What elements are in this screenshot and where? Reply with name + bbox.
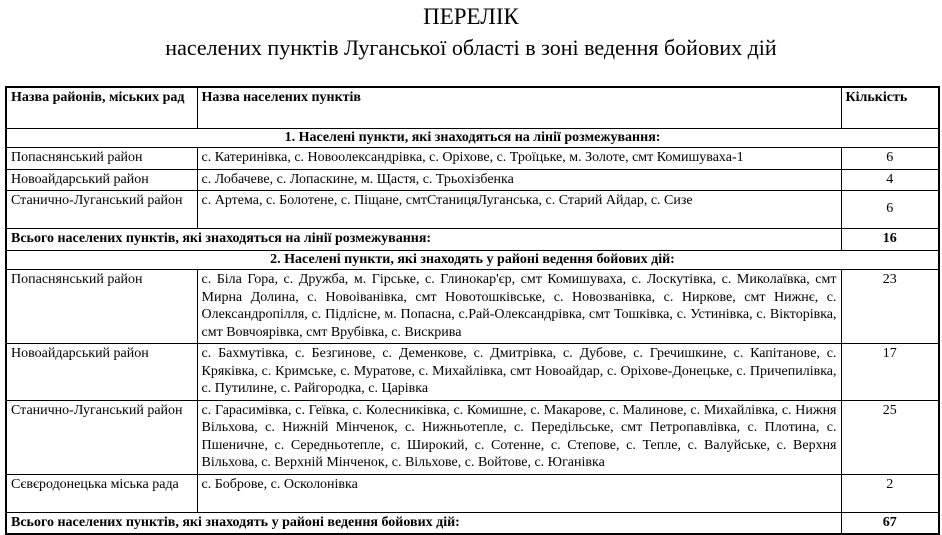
settlements-list: с. Артема, с. Болотене, с. Піщане, смтСтаницяЛуганська, с. Старий Айдар, с. Сизе (197, 191, 841, 229)
district-name: Станично-Луганський район (6, 191, 197, 229)
section-2-heading: 2. Населені пункти, які знаходять у районі ведення бойових дій: (6, 250, 939, 270)
settlements-list: с. Боброве, с. Осколонівка (197, 474, 841, 512)
table-row (6, 270, 939, 344)
district-name: Сєвєродонецька міська рада (6, 474, 197, 512)
district-name: Попаснянський район (6, 270, 197, 344)
settlements-list: с. Гарасимівка, с. Геївка, с. Колесниківка, с. Комишне, с. Макарове, с. Малинове, с. Михайлівка, с. Нижня Вільхова, с. Нижній Мінченок, с. Нижньотепле, с. Передільське, смт Петропавлівка, с. Плотина, с. Пшеничне, с. Середньотепле, с. Широкий, с. Сотенне, с. Степове, с. Тепле, с. Валуйське, с. Верхня Вільхова, с. Верхній Мінченок, с. Вільхове, с. Войтове, с. Юганівка (197, 400, 841, 474)
section-1-heading-row (6, 128, 939, 148)
section-2-total-count: 67 (841, 512, 939, 534)
section-2-total-label: Всього населених пунктів, які знаходять у районі ведення бойових дій: (6, 512, 841, 534)
column-header-districts: Назва районів, міських рад (6, 87, 197, 128)
settlements-list: с. Бахмутівка, с. Безгинове, с. Деменкове, с. Дмитрівка, с. Дубове, с. Гречишкине, с. Капітанове, с. Кряківка, с. Кримське, с. Муратове, с. Михайлівка, смт Новоайдар, с. Оріхове-Донецьке, с. Причепилівка, с. Путилине, с. Райгородка, с. Царівка (197, 344, 841, 401)
settlements-count: 6 (841, 191, 939, 229)
table-row (6, 191, 939, 229)
settlements-count: 17 (841, 344, 939, 401)
table-header-row (6, 87, 939, 128)
settlements-list: с. Лобачеве, с. Лопаскине, м. Щастя, с. Трьохізбенка (197, 169, 841, 191)
table-row (6, 344, 939, 401)
table-row (6, 169, 939, 191)
table-row (6, 148, 939, 170)
settlements-list: с. Біла Гора, с. Дружба, м. Гірське, с. Глинокар'єр, смт Комишуваха, с. Лоскутівка, с. Миколаївка, смт Мирна Долина, с. Новоіванівка, смт Новотошківське, с. Новозванівка, с. Ниркове, смт Нижнє, с. Олександропілля, с. Підлісне, м. Попасна, с.Рай-Олександрівка, смт Тошківка, с. Устинівка, с. Вікторівка, смт Вовчоярівка, смт Врубівка, с. Вискрива (197, 270, 841, 344)
settlements-count: 2 (841, 474, 939, 512)
section-1-total-count: 16 (841, 229, 939, 251)
section-2-total-row (6, 512, 939, 534)
settlements-count: 25 (841, 400, 939, 474)
district-name: Станично-Луганський район (6, 400, 197, 474)
section-1-total-row (6, 229, 939, 251)
table-row (6, 474, 939, 512)
document-title: ПЕРЕЛІК (423, 4, 519, 29)
district-name: Новоайдарський район (6, 169, 197, 191)
document-page (0, 4, 942, 530)
settlements-count: 6 (841, 148, 939, 170)
table-row (6, 400, 939, 474)
settlements-count: 4 (841, 169, 939, 191)
column-header-settlements: Назва населених пунктів (197, 87, 841, 128)
document-subtitle: населених пунктів Луганської області в зоні ведення бойових дій (165, 35, 777, 60)
district-name: Попаснянський район (6, 148, 197, 170)
settlements-list: с. Катеринівка, с. Новоолександрівка, с. Оріхове, с. Троїцьке, м. Золоте, смт Комишуваха-1 (197, 148, 841, 170)
settlements-count: 23 (841, 270, 939, 344)
district-name: Новоайдарський район (6, 344, 197, 401)
column-header-count: Кількість (841, 87, 939, 128)
section-1-heading: 1. Населені пункти, які знаходяться на лінії розмежування: (6, 128, 939, 148)
section-1-total-label: Всього населених пунктів, які знаходяться на лінії розмежування: (6, 229, 841, 251)
settlements-table (5, 86, 940, 535)
section-2-heading-row (6, 250, 939, 270)
